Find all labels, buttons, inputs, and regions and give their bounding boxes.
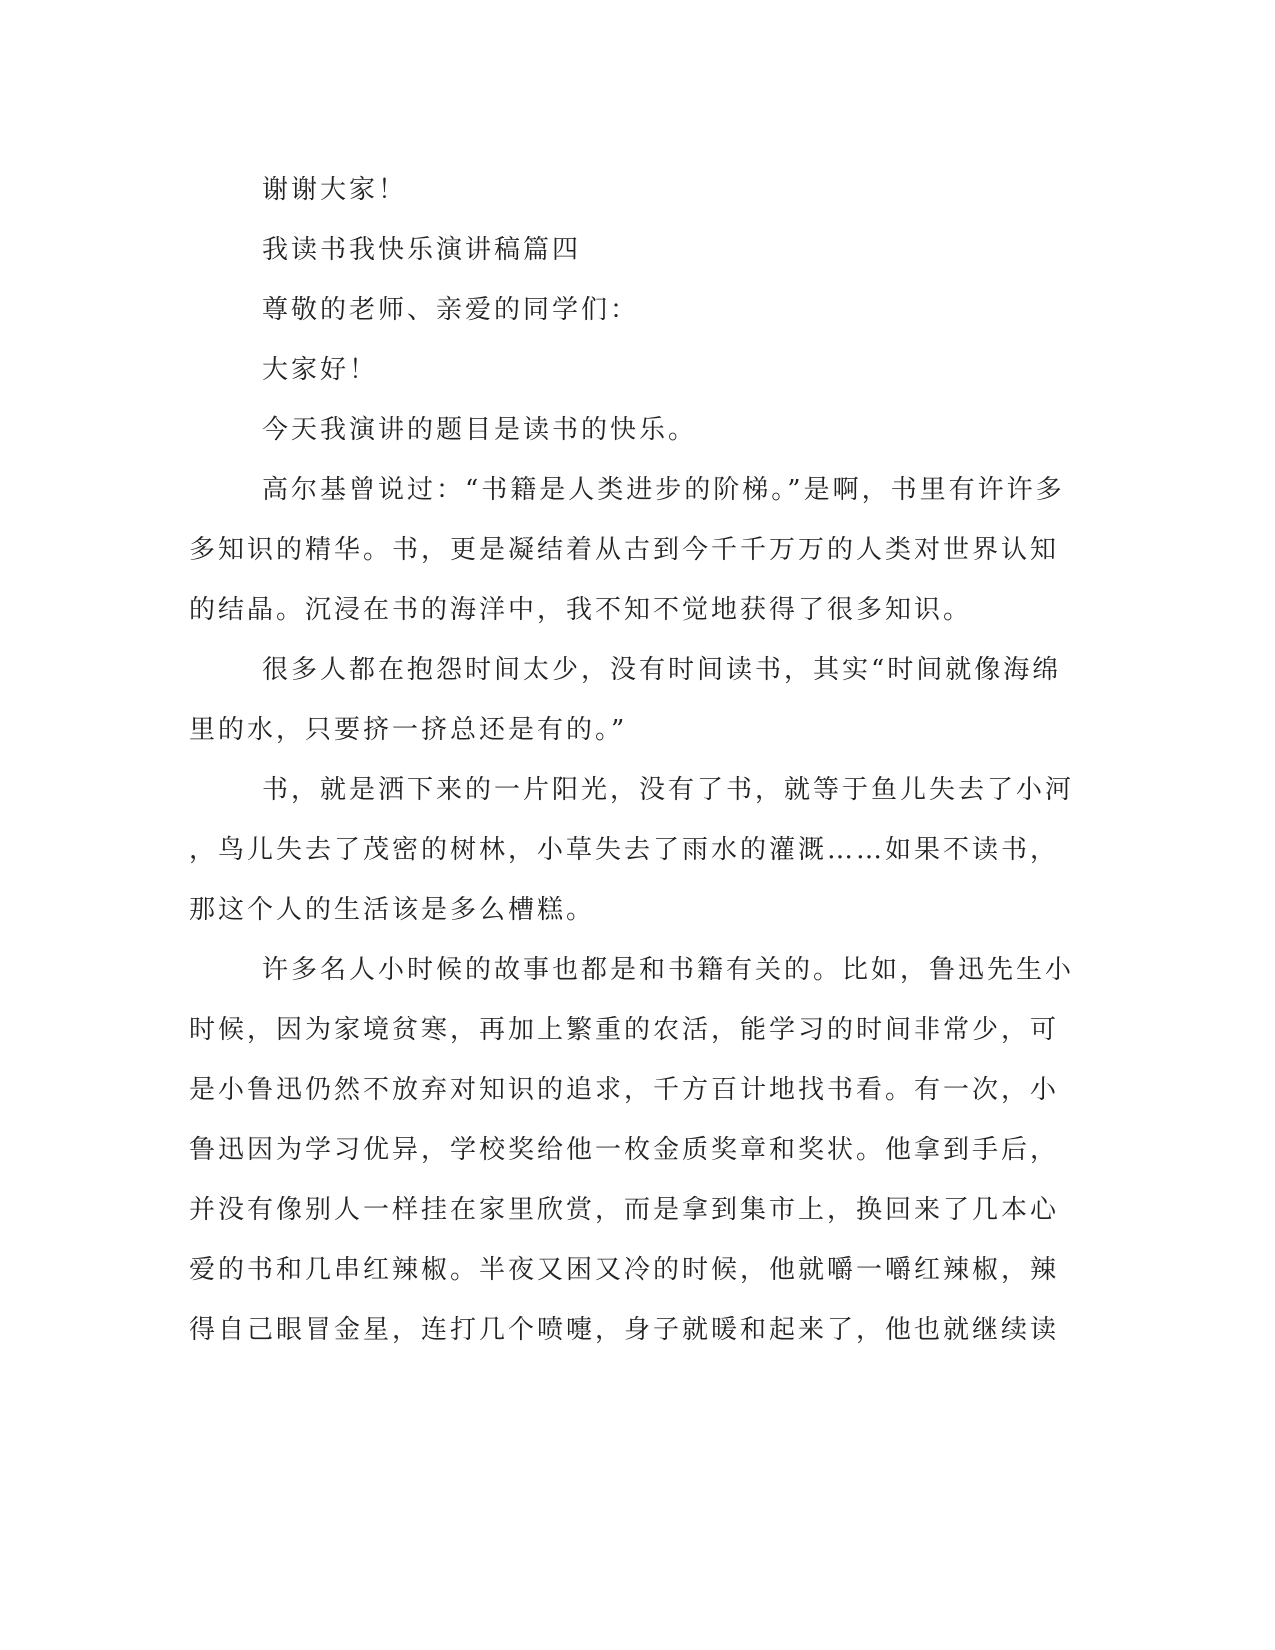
paragraph-line: 是小鲁迅仍然不放弃对知识的追求，千方百计地找书看。有一次，小 [189,1075,1060,1105]
paragraph-line: 鲁迅因为学习优异，学校奖给他一枚金质奖章和奖状。他拿到手后， [189,1135,1060,1165]
paragraph-line: 时候，因为家境贫寒，再加上繁重的农活，能学习的时间非常少，可 [189,1015,1060,1045]
paragraph-line: 书，就是洒下来的一片阳光，没有了书，就等于鱼儿失去了小河 [262,775,1075,805]
paragraph-line: 多知识的精华。书，更是凝结着从古到今千千万万的人类对世界认知 [189,535,1060,565]
greeting-line: 大家好！ [262,355,379,385]
paragraph-line: 里的水，只要挤一挤总还是有的。” [189,715,628,745]
paragraph-line: 那这个人的生活该是多么槽糕。 [189,895,596,925]
paragraph-line: 很多人都在抱怨时间太少，没有时间读书，其实“时间就像海绵 [262,655,1062,685]
paragraph-line: 得自己眼冒金星，连打几个喷嚏，身子就暖和起来了，他也就继续读 [189,1315,1060,1345]
paragraph-line: 高尔基曾说过：“书籍是人类进步的阶梯。”是啊，书里有许许多 [262,475,1065,505]
topic-line: 今天我演讲的题目是读书的快乐。 [262,415,698,445]
salutation-line: 尊敬的老师、亲爱的同学们： [262,295,640,325]
paragraph-line: 爱的书和几串红辣椒。半夜又困又冷的时候，他就嚼一嚼红辣椒，辣 [189,1255,1060,1285]
closing-line: 谢谢大家！ [262,175,408,205]
paragraph-line: 并没有像别人一样挂在家里欣赏，而是拿到集市上，换回来了几本心 [189,1195,1060,1225]
paragraph-line: 的结晶。沉浸在书的海洋中，我不知不觉地获得了很多知识。 [189,595,973,625]
paragraph-line: 许多名人小时候的故事也都是和书籍有关的。比如，鲁迅先生小 [262,955,1075,985]
section-title: 我读书我快乐演讲稿篇四 [262,235,582,265]
paragraph-line: ，鸟儿失去了茂密的树林，小草失去了雨水的灌溉……如果不读书， [189,835,1060,865]
document-body [189,160,1089,1360]
